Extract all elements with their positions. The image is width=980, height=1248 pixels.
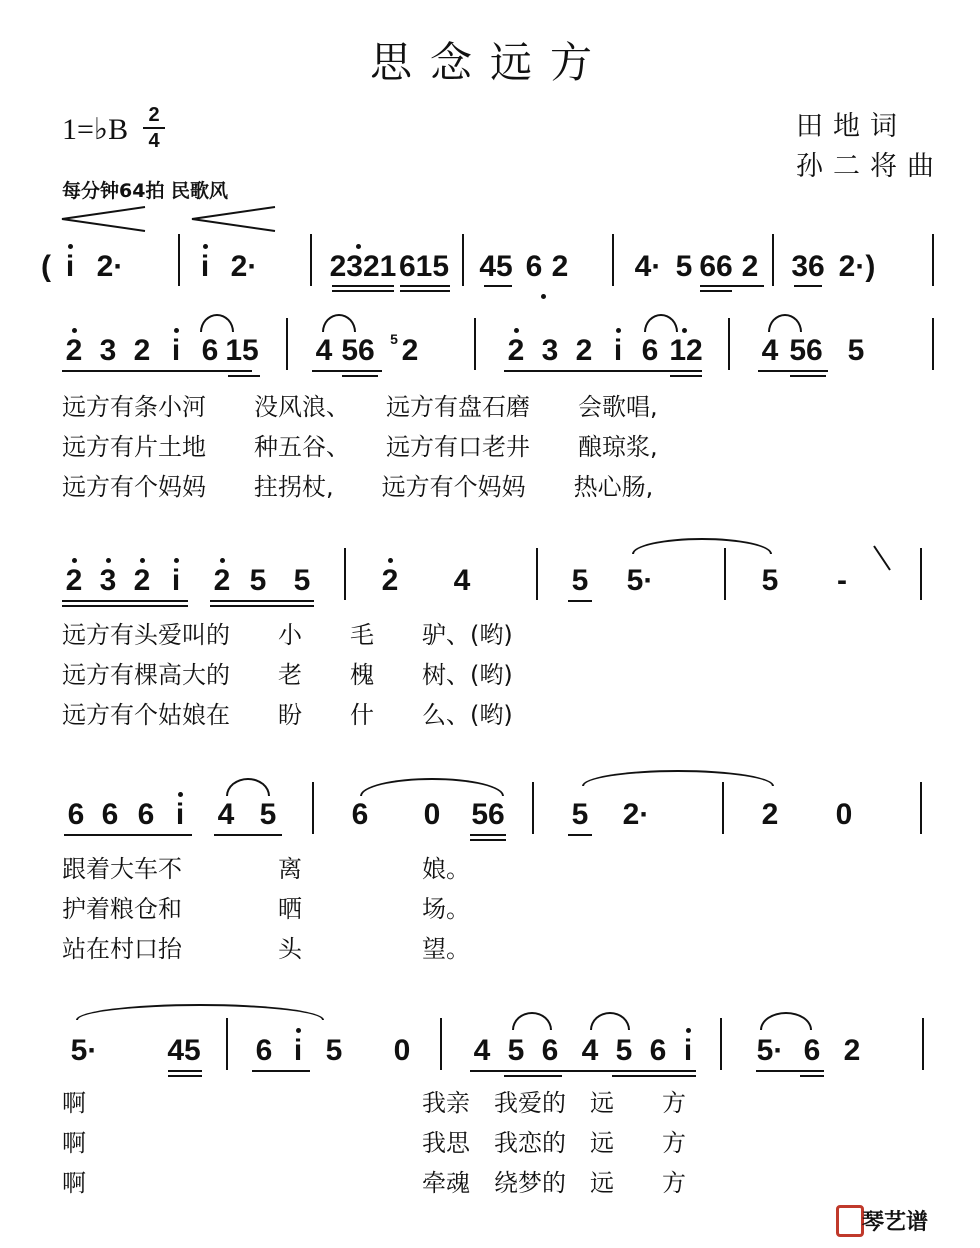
note: 5 [259, 798, 277, 831]
bar-line [532, 782, 534, 834]
bar-line [922, 1018, 924, 1070]
lyric-verse-3: 站在村口抬 头 望。 [62, 935, 470, 963]
note: 2 [507, 334, 525, 367]
note: 2· [230, 250, 258, 283]
watermark-text: 琴艺谱 [862, 1210, 929, 1235]
key-signature: 1=♭B [62, 113, 129, 146]
beam [504, 370, 702, 372]
high-dot [68, 244, 73, 249]
note: 5 [675, 250, 693, 283]
note: 2·) [838, 250, 876, 283]
bar-line [728, 318, 730, 370]
beam [756, 1070, 824, 1072]
breath-mark-icon [872, 544, 894, 574]
note: 5 [325, 1034, 343, 1067]
note: i [175, 798, 185, 831]
meter-bottom: 4 [148, 130, 160, 152]
note: 615 [398, 250, 450, 283]
note: 6 [525, 250, 543, 283]
note: 2 [133, 564, 151, 597]
score-line-2 [0, 331, 980, 506]
note: 6 [541, 1034, 559, 1067]
note: 3 [99, 334, 117, 367]
note: 2 [843, 1034, 861, 1067]
note: 56 [789, 334, 823, 367]
composer-credit: 孙二将曲 [796, 151, 944, 182]
bar-line [920, 782, 922, 834]
lyric-verse-3: 远方有个妈妈 拄拐杖, 远方有个妈妈 热心肠, [62, 473, 654, 501]
bar-line [178, 234, 180, 286]
slur [760, 1012, 812, 1030]
song-title: 思念远方 [369, 38, 610, 87]
slur [590, 1012, 630, 1030]
bar-line [462, 234, 464, 286]
beam [504, 1075, 562, 1077]
slur [226, 778, 270, 796]
note: 4· [634, 250, 662, 283]
bar-line [722, 782, 724, 834]
note: 2321 [329, 250, 397, 283]
beam [168, 1075, 202, 1077]
note: 2 [213, 564, 231, 597]
beam [210, 605, 314, 607]
beam [332, 285, 394, 287]
note: 5 [249, 564, 267, 597]
note: 5· [756, 1034, 784, 1067]
note: 0 [393, 1034, 411, 1067]
note: 4 [581, 1034, 599, 1067]
bar-line [772, 234, 774, 286]
beam [64, 834, 192, 836]
note: i [683, 1034, 693, 1067]
beam [568, 600, 592, 602]
score-line-3 [0, 566, 980, 736]
note: 6 [201, 334, 219, 367]
high-dot [686, 1028, 691, 1033]
high-dot [72, 328, 77, 333]
note: 66 [699, 250, 733, 283]
note: 5 [761, 564, 779, 597]
note: 2· [622, 798, 650, 831]
beam [758, 370, 828, 372]
high-dot [514, 328, 519, 333]
bar-line [312, 782, 314, 834]
note: 6 [255, 1034, 273, 1067]
note: 4 [761, 334, 779, 367]
high-dot [356, 244, 361, 249]
note: 2 [133, 334, 151, 367]
high-dot [178, 792, 183, 797]
high-dot [388, 558, 393, 563]
beam [400, 285, 450, 287]
grace-note: 5 [390, 331, 398, 347]
high-dot [220, 558, 225, 563]
beam [168, 1070, 202, 1072]
tie [632, 538, 772, 554]
high-dot [174, 328, 179, 333]
tempo-marking: 每分钟64拍 民歌风 [62, 180, 229, 202]
lyric-verse-1: 跟着大车不 离 娘。 [62, 855, 470, 883]
lyric-verse-2: 远方有棵高大的 老 槐 树、(哟) [62, 661, 513, 689]
note: 5 [571, 564, 589, 597]
note: 4 [315, 334, 333, 367]
tie [76, 1004, 324, 1020]
note: 2 [741, 250, 759, 283]
bar-line [310, 234, 312, 286]
high-dot [203, 244, 208, 249]
note: i [200, 250, 210, 283]
note: 6 [351, 798, 369, 831]
bar-line [474, 318, 476, 370]
note: 45 [479, 250, 513, 283]
high-dot [296, 1028, 301, 1033]
high-dot [72, 558, 77, 563]
note: 0 [423, 798, 441, 831]
slur [360, 778, 504, 796]
high-dot [140, 558, 145, 563]
note: 2 [65, 334, 83, 367]
lyric-verse-1: 远方有头爱叫的 小 毛 驴、(哟) [62, 621, 513, 649]
note: 5 [571, 798, 589, 831]
note: 5 [507, 1034, 525, 1067]
beam [700, 290, 732, 292]
note: i [65, 250, 75, 283]
beam [62, 370, 252, 372]
note: 6 [137, 798, 155, 831]
bar-line [724, 548, 726, 600]
note: 4 [217, 798, 235, 831]
beam [228, 375, 260, 377]
note: 3 [99, 564, 117, 597]
note: 2 [381, 564, 399, 597]
meter-line [143, 127, 165, 129]
note: 3 [541, 334, 559, 367]
crescendo-icon [60, 205, 290, 235]
note: 6 [101, 798, 119, 831]
bar-line [932, 234, 934, 286]
note: 5· [626, 564, 654, 597]
high-dot [106, 558, 111, 563]
note: 2 [401, 334, 419, 367]
bar-line [720, 1018, 722, 1070]
lyric-verse-3: 啊 牵魂 绕梦的 远 方 [62, 1169, 686, 1197]
note: 2· [96, 250, 124, 283]
note: i [171, 564, 181, 597]
note: 6 [649, 1034, 667, 1067]
slur [322, 314, 356, 332]
beam [700, 285, 764, 287]
beam [400, 290, 450, 292]
lyricist-credit: 田地词 [796, 111, 907, 142]
note: 2 [551, 250, 569, 283]
lyric-verse-2: 远方有片土地 种五谷、 远方有口老井 酿琼浆, [62, 433, 658, 461]
note: 56 [341, 334, 375, 367]
note: i [171, 334, 181, 367]
beam [790, 375, 826, 377]
bar-line [536, 548, 538, 600]
beam [470, 839, 506, 841]
beam [484, 285, 512, 287]
bar-line [932, 318, 934, 370]
bar-line [920, 548, 922, 600]
beam [214, 834, 282, 836]
note: 12 [669, 334, 703, 367]
note: 45 [167, 1034, 201, 1067]
bar-line [344, 548, 346, 600]
note: ( [41, 250, 51, 283]
bar-line [226, 1018, 228, 1070]
note: 5 [615, 1034, 633, 1067]
note: 0 [835, 798, 853, 831]
beam [210, 600, 314, 602]
note: 6 [67, 798, 85, 831]
note: 6 [641, 334, 659, 367]
lyric-verse-3: 远方有个姑娘在 盼 什 么、(哟) [62, 701, 513, 729]
score-line-4 [0, 800, 980, 970]
high-dot [682, 328, 687, 333]
beam [670, 375, 702, 377]
time-signature [143, 104, 165, 152]
beam [612, 1075, 696, 1077]
note: 6 [803, 1034, 821, 1067]
high-dot [616, 328, 621, 333]
beam [62, 600, 188, 602]
beam [568, 834, 592, 836]
tie [582, 770, 774, 786]
note: 2 [761, 798, 779, 831]
slur [644, 314, 678, 332]
note: 5 [847, 334, 865, 367]
note: 5· [70, 1034, 98, 1067]
lyric-verse-2: 护着粮仓和 晒 场。 [62, 895, 470, 923]
beam [332, 290, 394, 292]
meter-top: 2 [148, 104, 160, 126]
bar-line [612, 234, 614, 286]
lyric-verse-1: 远方有条小河 没风浪、 远方有盘石磨 会歌唱, [62, 393, 658, 421]
beam [800, 1075, 824, 1077]
beam [62, 605, 188, 607]
beam [470, 1070, 696, 1072]
note: 4 [453, 564, 471, 597]
lyric-verse-1: 啊 我亲 我爱的 远 方 [62, 1089, 686, 1117]
bar-line [286, 318, 288, 370]
beam [312, 370, 382, 372]
watermark-logo-icon [836, 1205, 864, 1237]
bar-line [440, 1018, 442, 1070]
note: 56 [471, 798, 505, 831]
note: 4 [473, 1034, 491, 1067]
lyric-verse-2: 啊 我思 我恋的 远 方 [62, 1129, 686, 1157]
note: - [837, 564, 847, 597]
note: 36 [791, 250, 825, 283]
score-line-5 [0, 1036, 980, 1206]
note: 5 [293, 564, 311, 597]
high-dot [174, 558, 179, 563]
slur [200, 314, 234, 332]
slur [512, 1012, 552, 1030]
note: i [293, 1034, 303, 1067]
beam [252, 1070, 310, 1072]
beam [794, 285, 822, 287]
beam [470, 834, 506, 836]
note: i [613, 334, 623, 367]
low-dot [541, 294, 546, 299]
note: 15 [225, 334, 259, 367]
beam [342, 375, 378, 377]
slur [768, 314, 802, 332]
note: 2 [65, 564, 83, 597]
note: 2 [575, 334, 593, 367]
score-line-1 [0, 248, 980, 308]
